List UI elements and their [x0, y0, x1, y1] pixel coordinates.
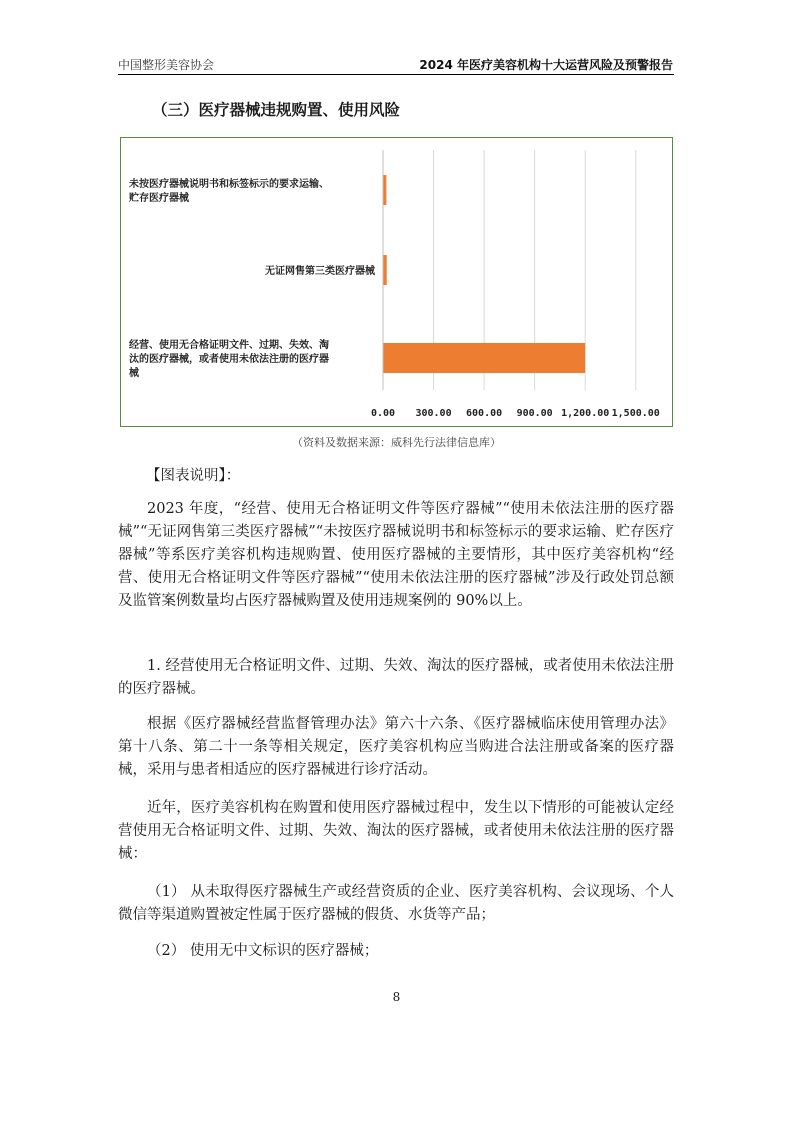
paragraph-1: 2023 年度，“经营、使用无合格证明文件等医疗器械”“使用未依法注册的医疗器械”“无证网售第三类医疗器械”“未按医疗器械说明书和标签标示的要求运输、贮存医疗器械”等系医疗美容机构违规购置、使用医疗器械的主要情形，其中医疗美容机构“经营、使用无合格证明文件等医疗器械”“使用未依法注册的医疗器械”涉及行政处罚总额及监管案例数量均占医疗器械购置及使用违规案例的 90%以上。 [118, 501, 674, 609]
x-tick-label: 600.00 [466, 408, 503, 419]
paragraph-3: 根据《医疗器械经营监督管理办法》第六十六条、《医疗器械临床使用管理办法》第十八条、第二十一条等相关规定，医疗美容机构应当购进合法注册或备案的医疗器械，采用与患者相适应的医疗器械进行诊疗活动。 [118, 716, 674, 778]
chart-svg [121, 138, 674, 428]
section-title: （三）医疗器械违规购置、使用风险 [152, 101, 401, 119]
x-tick-label: 1,500.00 [611, 408, 660, 419]
bar [383, 255, 387, 285]
x-tick-label: 300.00 [415, 408, 452, 419]
x-tick-label: 1,200.00 [561, 408, 610, 419]
x-tick-label: 900.00 [516, 408, 553, 419]
category-label: 未按医疗器械说明书和标签标示的要求运输、 [129, 179, 329, 190]
chart-legend-note: 【图表说明】： [146, 468, 241, 484]
category-label: 贮存医疗器械 [129, 193, 189, 204]
header-report-title: 2024 年医疗美容机构十大运营风险及预警报告 [419, 58, 673, 72]
paragraph-6: （2） 使用无中文标识的医疗器械； [147, 943, 379, 959]
bar-chart [120, 137, 673, 427]
page-number: 8 [392, 990, 401, 1004]
category-label: 无证网售第三类医疗器械 [265, 266, 375, 277]
bar [383, 343, 585, 373]
category-label: 经营、使用无合格证明文件、过期、失效、淘 [129, 340, 329, 351]
paragraph-4: 近年，医疗美容机构在购置和使用医疗器械过程中，发生以下情形的可能被认定经营使用无合格证明文件、过期、失效、淘汰的医疗器械，或者使用未依法注册的医疗器械： [118, 800, 674, 862]
category-label: 械 [129, 368, 139, 379]
header-org: 中国整形美容协会 [118, 58, 215, 72]
paragraph-2: 1. 经营使用无合格证明文件、过期、失效、淘汰的医疗器械，或者使用未依法注册的医疗器械。 [118, 658, 674, 697]
category-label: 汰的医疗器械，或者使用未依法注册的医疗器 [129, 354, 329, 365]
bar [383, 175, 386, 205]
chart-caption: （资料及数据来源：威科先行法律信息库） [292, 436, 501, 449]
x-tick-label: 0.00 [370, 408, 396, 419]
header-rule [118, 74, 674, 75]
paragraph-5: （1） 从未取得医疗器械生产或经营资质的企业、医疗美容机构、会议现场、个人微信等渠道购置被定性属于医疗器械的假货、水货等产品； [118, 884, 674, 923]
